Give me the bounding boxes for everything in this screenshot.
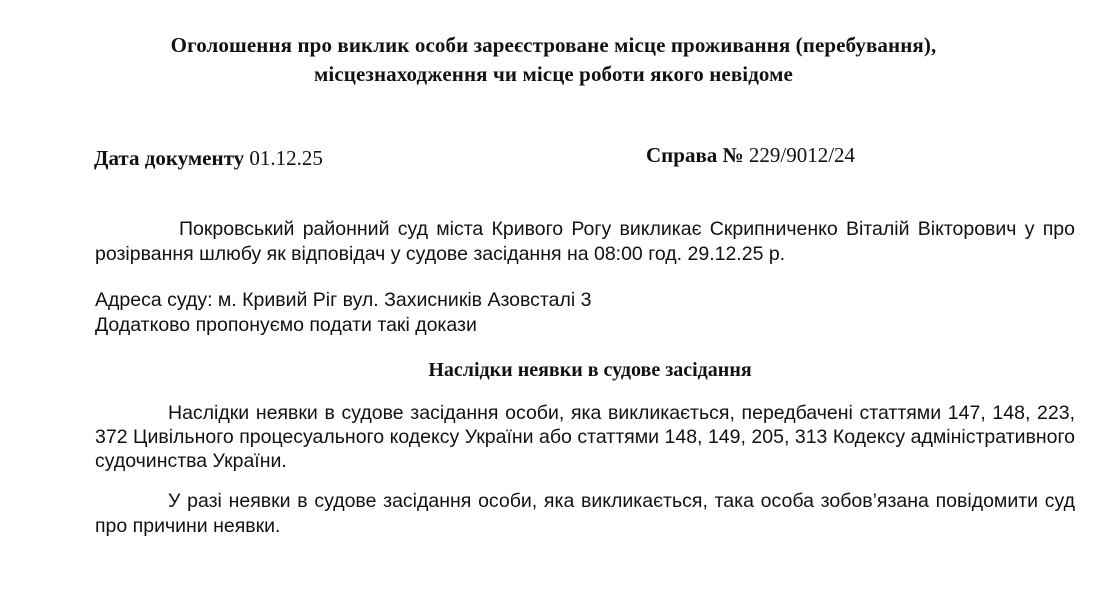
document-date	[94, 146, 323, 171]
case-number-label: Справа №	[646, 143, 744, 167]
absence-notice-paragraph: У разі неявки в судове засідання особи, яка викликається, така особа зобов’язана повідомити суд про причини неявки.	[95, 490, 1075, 537]
document-date-label: Дата документу	[94, 146, 245, 170]
consequences-paragraph: Наслідки неявки в судове засідання особи, яка викликається, передбачені статтями 147, 148, 223, 372 Цивільного процесуального кодексу України або статтями 148, 149, 205, 313 Кодексу адміністративного судочинства України.	[95, 402, 1075, 472]
case-number	[646, 143, 855, 168]
document-date-value: 01.12.25	[244, 146, 323, 170]
notice-title-line2: місцезнаходження чи місце роботи якого невідоме	[314, 62, 793, 86]
additional-evidence-note: Додатково пропонуємо подати такі докази	[95, 314, 477, 336]
consequences-title: Наслідки неявки в судове засідання	[428, 359, 752, 381]
summons-paragraph	[95, 217, 1075, 267]
notice-title-line1: Оголошення про виклик особи зареєстроване місце проживання (перебування),	[170, 33, 937, 57]
case-number-value: 229/9012/24	[743, 143, 856, 167]
court-address: Адреса суду: м. Кривий Ріг вул. Захисників Азовсталі 3	[95, 289, 592, 311]
summons-text: Покровський районний суд міста Кривого Рогу викликає Скрипниченко Віталій Вікторович у про розірвання шлюбу як відповідач у судове засідання на 08:00 год. 29.12.25 р.	[95, 218, 1075, 265]
